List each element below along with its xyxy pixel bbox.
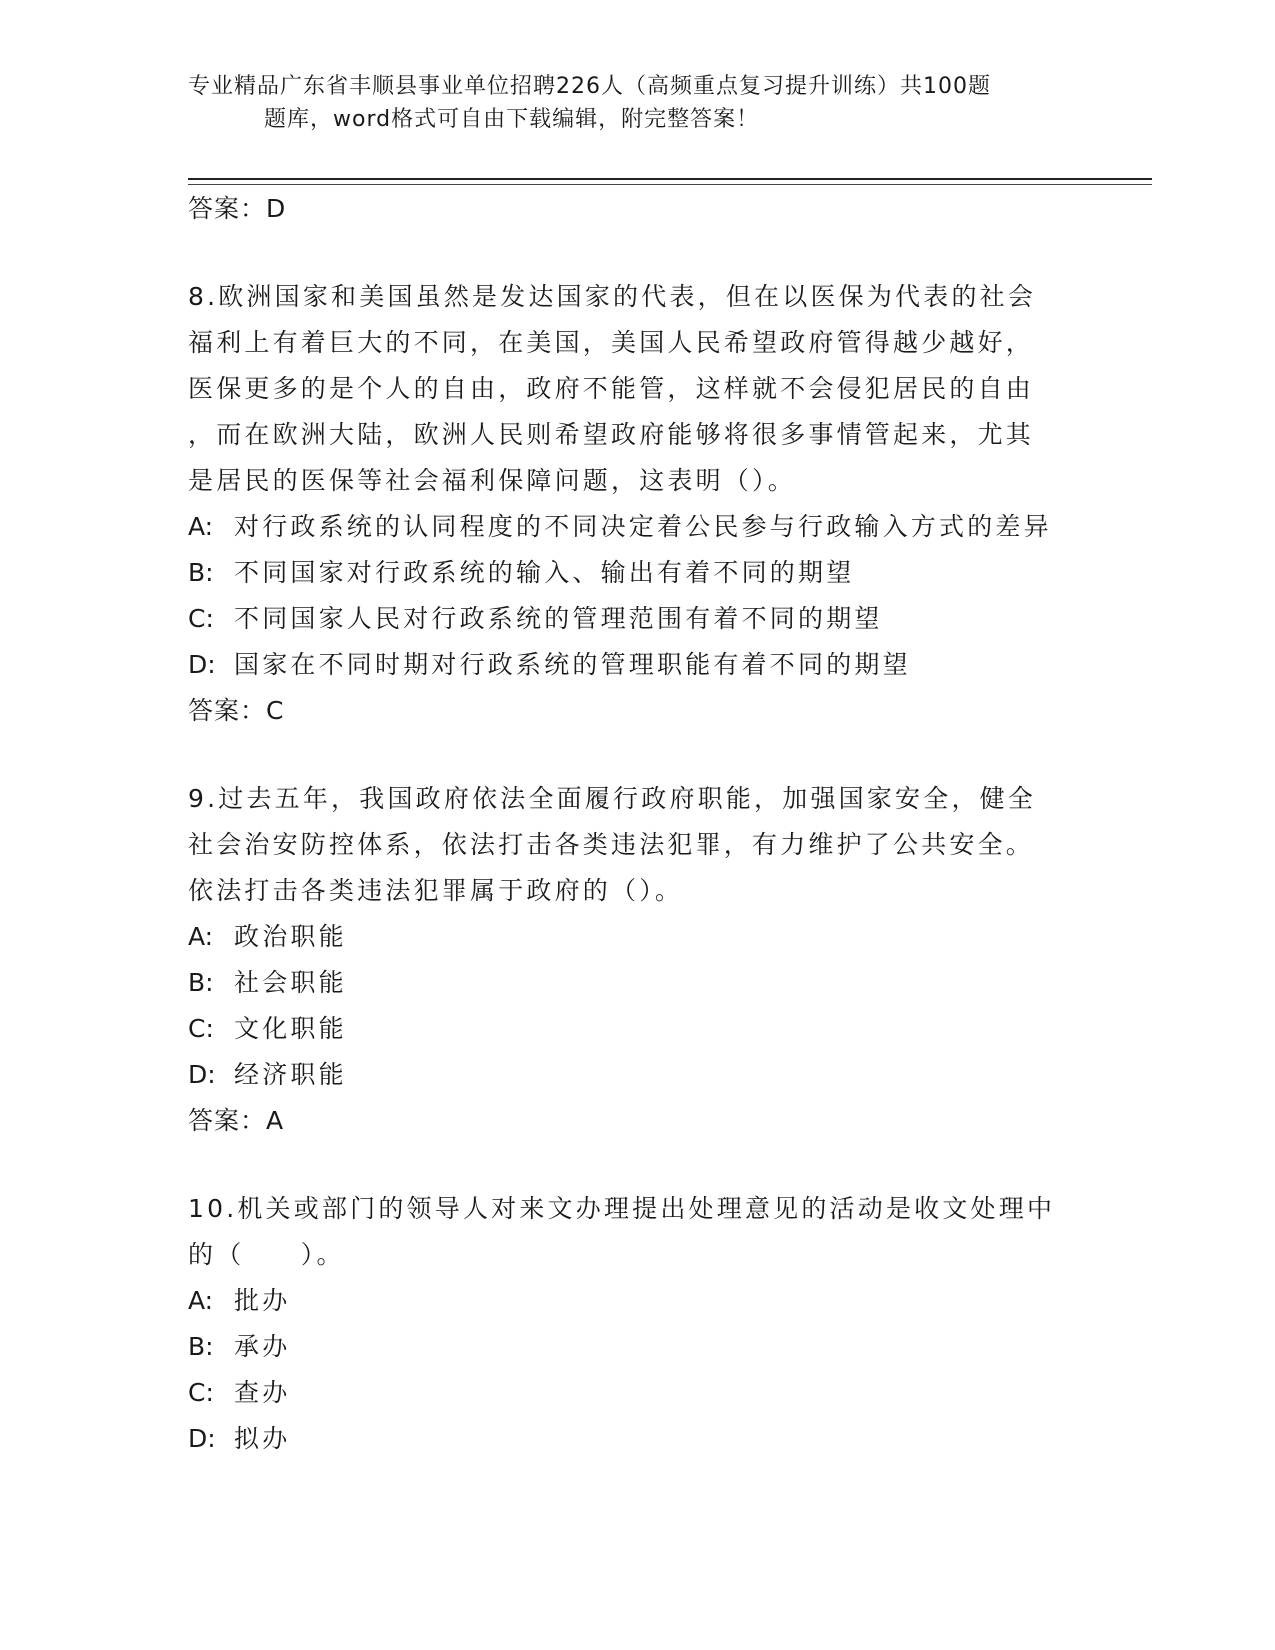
option-key: B: — [188, 1332, 214, 1361]
header-divider — [188, 178, 1152, 180]
question-8-line: ，而在欧洲大陆，欧洲人民则希望政府能够将很多事情管起来，尤其 — [188, 420, 1035, 449]
question-10-option-a — [188, 1278, 1088, 1324]
question-8-answer: 答案：C — [188, 696, 285, 725]
question-10-line: 10.机关或部门的领导人对来文办理提出处理意见的活动是收文处理中 — [188, 1194, 1056, 1223]
spacer — [188, 1144, 1088, 1186]
question-content — [188, 186, 1088, 1462]
option-key: A: — [188, 922, 214, 951]
option-key: D: — [188, 650, 216, 679]
header-title-line-2: 题库，word格式可自由下载编辑，附完整答案！ — [264, 107, 760, 132]
option-text: 政治职能 — [234, 922, 347, 951]
option-text: 对行政系统的认同程度的不同决定着公民参与行政输入方式的差异 — [234, 512, 1052, 541]
option-key: B: — [188, 968, 214, 997]
option-text: 经济职能 — [234, 1060, 347, 1089]
question-8-line: 是居民的医保等社会福利保障问题，这表明（）。 — [188, 466, 796, 495]
question-8-option-d — [188, 642, 1088, 688]
question-10-option-c — [188, 1370, 1088, 1416]
option-key: D: — [188, 1424, 216, 1453]
option-key: A: — [188, 1286, 214, 1315]
option-key: C: — [188, 604, 214, 633]
question-9-line: 9.过去五年，我国政府依法全面履行政府职能，加强国家安全，健全 — [188, 784, 1037, 813]
question-9-option-a — [188, 914, 1088, 960]
option-text: 拟办 — [234, 1424, 291, 1453]
question-8-option-a — [188, 504, 1088, 550]
option-key: A: — [188, 512, 214, 541]
option-text: 承办 — [234, 1332, 291, 1361]
spacer — [188, 232, 1088, 274]
question-9-line: 社会治安防控体系，依法打击各类违法犯罪，有力维护了公共安全。 — [188, 830, 1035, 859]
option-text: 不同国家对行政系统的输入、输出有着不同的期望 — [234, 558, 855, 587]
option-key: D: — [188, 1060, 216, 1089]
previous-answer: 答案：D — [188, 194, 287, 223]
question-10-option-d — [188, 1416, 1088, 1462]
option-text: 国家在不同时期对行政系统的管理职能有着不同的期望 — [234, 650, 911, 679]
question-9-option-c — [188, 1006, 1088, 1052]
question-8-line: 福利上有着巨大的不同，在美国，美国人民希望政府管得越少越好， — [188, 328, 1035, 357]
header-title-line-1: 专业精品广东省丰顺县事业单位招聘226人（高频重点复习提升训练）共100题 — [188, 74, 991, 99]
question-block-8 — [188, 274, 1088, 734]
question-9-option-d — [188, 1052, 1088, 1098]
question-10-line: 的（ ）。 — [188, 1240, 345, 1269]
question-8-line: 8.欧洲国家和美国虽然是发达国家的代表，但在以医保为代表的社会 — [188, 282, 1037, 311]
question-9-answer: 答案：A — [188, 1106, 285, 1135]
question-8-line: 医保更多的是个人的自由，政府不能管，这样就不会侵犯居民的自由 — [188, 374, 1035, 403]
option-text: 批办 — [234, 1286, 291, 1315]
option-text: 查办 — [234, 1378, 291, 1407]
header-divider-thin — [188, 184, 1152, 185]
option-text: 社会职能 — [234, 968, 347, 997]
option-text: 不同国家人民对行政系统的管理范围有着不同的期望 — [234, 604, 883, 633]
option-key: C: — [188, 1014, 214, 1043]
question-block-10 — [188, 1186, 1088, 1462]
question-block-9 — [188, 776, 1088, 1144]
question-8-option-b — [188, 550, 1088, 596]
question-10-option-b — [188, 1324, 1088, 1370]
option-key: C: — [188, 1378, 214, 1407]
option-text: 文化职能 — [234, 1014, 347, 1043]
option-key: B: — [188, 558, 214, 587]
question-8-option-c — [188, 596, 1088, 642]
question-9-line: 依法打击各类违法犯罪属于政府的（）。 — [188, 876, 684, 905]
question-9-option-b — [188, 960, 1088, 1006]
page-header — [188, 70, 1068, 136]
spacer — [188, 734, 1088, 776]
